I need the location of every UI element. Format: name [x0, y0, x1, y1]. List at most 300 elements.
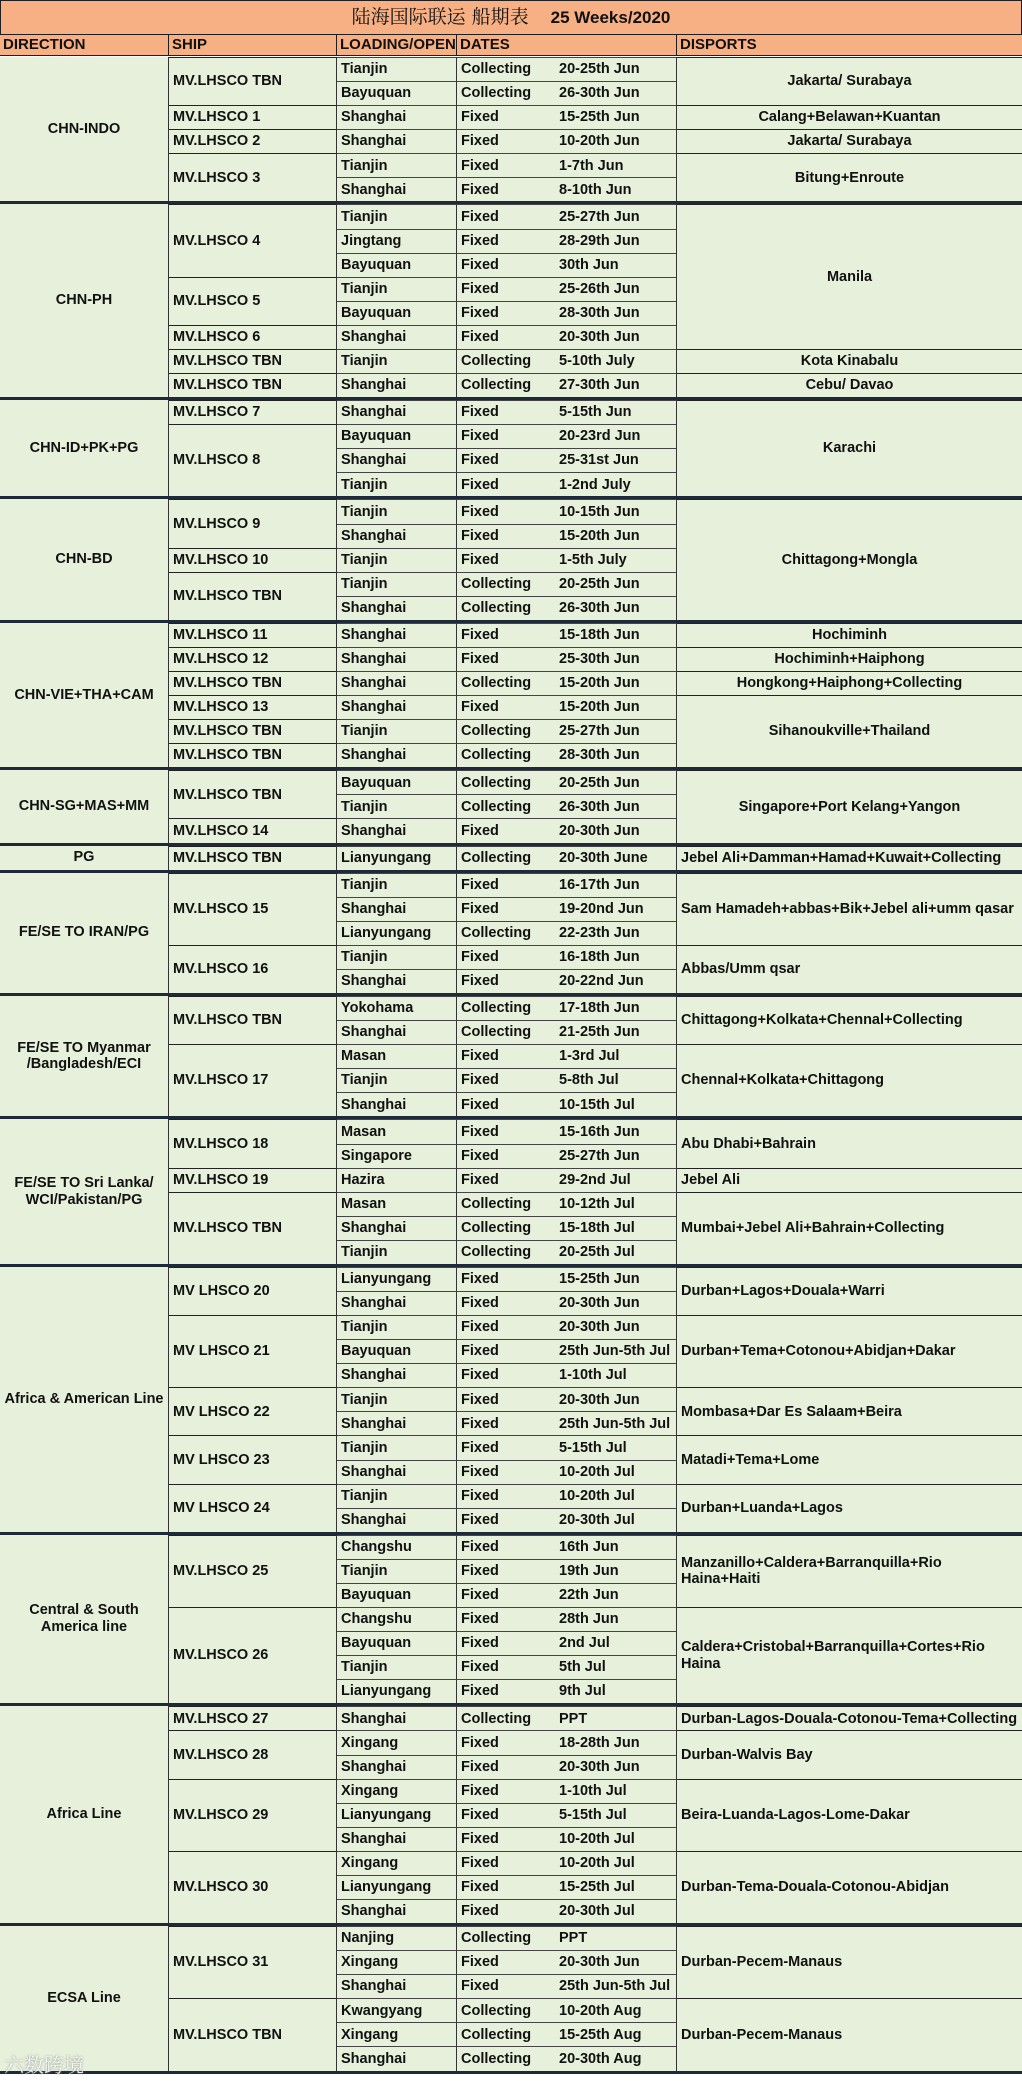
status-cell: Collecting: [457, 770, 559, 794]
status-cell: Fixed: [457, 695, 559, 719]
status-cell: Fixed: [457, 301, 559, 325]
loading-port-cell: Changshu: [337, 1607, 457, 1631]
date-cell: 5-15th Jul: [559, 1803, 677, 1827]
date-cell: 20-30th Jun: [559, 1315, 677, 1339]
date-cell: 20-30th Jun: [559, 325, 677, 349]
date-cell: 26-30th Jun: [559, 596, 677, 620]
loading-port-cell: Tianjin: [337, 1240, 457, 1264]
status-cell: Fixed: [457, 1044, 559, 1068]
date-cell: 26-30th Jun: [559, 81, 677, 105]
loading-port-cell: Tianjin: [337, 153, 457, 177]
disports-cell: Durban-Pecem-Manaus: [677, 1926, 1022, 1998]
disports-cell: Mombasa+Dar Es Salaam+Beira: [677, 1387, 1022, 1435]
loading-port-cell: Shanghai: [337, 596, 457, 620]
loading-port-cell: Shanghai: [337, 743, 457, 767]
status-cell: Fixed: [457, 424, 559, 448]
status-cell: Collecting: [457, 81, 559, 105]
date-cell: 5-15th Jun: [559, 400, 677, 424]
loading-port-cell: Tianjin: [337, 1315, 457, 1339]
loading-port-cell: Tianjin: [337, 499, 457, 523]
date-cell: 20-25th Jun: [559, 770, 677, 794]
date-cell: 20-30th Jul: [559, 1508, 677, 1532]
date-cell: 25th Jun-5th Jul: [559, 1411, 677, 1435]
date-cell: 15-25th Jun: [559, 105, 677, 129]
status-cell: Fixed: [457, 1655, 559, 1679]
direction-cell: CHN-SG+MAS+MM: [0, 770, 169, 842]
ship-cell: MV.LHSCO TBN: [169, 671, 337, 695]
loading-port-cell: Singapore: [337, 1144, 457, 1168]
ship-cell: MV.LHSCO 28: [169, 1730, 337, 1778]
ship-cell: MV.LHSCO 18: [169, 1119, 337, 1167]
date-cell: 1-7th Jun: [559, 153, 677, 177]
status-cell: Fixed: [457, 472, 559, 496]
ship-cell: MV.LHSCO 31: [169, 1926, 337, 1998]
ship-cell: MV.LHSCO 11: [169, 623, 337, 647]
date-cell: 15-18th Jun: [559, 623, 677, 647]
direction-cell: FE/SE TO IRAN/PG: [0, 873, 169, 993]
status-cell: Fixed: [457, 1875, 559, 1899]
date-cell: 1-3rd Jul: [559, 1044, 677, 1068]
loading-port-cell: Tianjin: [337, 1387, 457, 1411]
status-cell: Fixed: [457, 623, 559, 647]
disports-cell: Durban+Tema+Cotonou+Abidjan+Dakar: [677, 1315, 1022, 1387]
status-cell: Fixed: [457, 1339, 559, 1363]
date-cell: 5-8th Jul: [559, 1068, 677, 1092]
status-cell: Fixed: [457, 1435, 559, 1459]
loading-port-cell: Shanghai: [337, 1460, 457, 1484]
loading-port-cell: Masan: [337, 1119, 457, 1143]
status-cell: Fixed: [457, 1460, 559, 1484]
loading-port-cell: Shanghai: [337, 105, 457, 129]
status-cell: Fixed: [457, 1730, 559, 1754]
loading-port-cell: Shanghai: [337, 1020, 457, 1044]
date-cell: 20-22nd Jun: [559, 969, 677, 993]
direction-cell: ECSA Line: [0, 1926, 169, 2070]
loading-port-cell: Bayuquan: [337, 424, 457, 448]
title-weeks: 25 Weeks/2020: [550, 7, 671, 27]
status-cell: Fixed: [457, 229, 559, 253]
loading-port-cell: Tianjin: [337, 277, 457, 301]
status-cell: Fixed: [457, 1508, 559, 1532]
loading-port-cell: Tianjin: [337, 1068, 457, 1092]
loading-port-cell: Shanghai: [337, 2046, 457, 2070]
date-cell: 16th Jun: [559, 1535, 677, 1559]
date-cell: 19th Jun: [559, 1559, 677, 1583]
status-cell: Fixed: [457, 1899, 559, 1923]
date-cell: 5-10th July: [559, 349, 677, 373]
status-cell: Fixed: [457, 1092, 559, 1116]
date-cell: 20-30th Jun: [559, 818, 677, 842]
date-cell: 15-20th Jun: [559, 671, 677, 695]
loading-port-cell: Shanghai: [337, 177, 457, 201]
loading-port-cell: Nanjing: [337, 1926, 457, 1950]
date-cell: 17-18th Jun: [559, 996, 677, 1020]
ship-cell: MV.LHSCO 9: [169, 499, 337, 547]
disports-cell: Beira-Luanda-Lagos-Lome-Dakar: [677, 1779, 1022, 1851]
date-cell: 10-20th Jul: [559, 1484, 677, 1508]
header-disports: DISPORTS: [677, 35, 1022, 56]
loading-port-cell: Lianyungang: [337, 846, 457, 870]
disports-cell: Hochiminh+Haiphong: [677, 647, 1022, 671]
date-cell: 2nd Jul: [559, 1631, 677, 1655]
date-cell: 26-30th Jun: [559, 794, 677, 818]
date-cell: 21-25th Jun: [559, 1020, 677, 1044]
title-bar: [0, 0, 1022, 35]
date-cell: 8-10th Jun: [559, 177, 677, 201]
status-cell: Fixed: [457, 1631, 559, 1655]
loading-port-cell: Tianjin: [337, 548, 457, 572]
status-cell: Fixed: [457, 1950, 559, 1974]
ship-cell: MV.LHSCO 16: [169, 945, 337, 993]
loading-port-cell: Shanghai: [337, 1216, 457, 1240]
loading-port-cell: Shanghai: [337, 373, 457, 397]
date-cell: 29-2nd Jul: [559, 1168, 677, 1192]
ship-cell: MV.LHSCO TBN: [169, 349, 337, 373]
date-cell: 20-30th Jun: [559, 1950, 677, 1974]
status-cell: Collecting: [457, 57, 559, 81]
date-cell: 25-31st Jun: [559, 448, 677, 472]
disports-cell: Sihanoukville+Thailand: [677, 695, 1022, 767]
date-cell: 15-20th Jun: [559, 695, 677, 719]
date-cell: 10-15th Jun: [559, 499, 677, 523]
date-cell: 15-25th Jul: [559, 1875, 677, 1899]
ship-cell: MV.LHSCO 12: [169, 647, 337, 671]
status-cell: Collecting: [457, 572, 559, 596]
status-cell: Fixed: [457, 647, 559, 671]
status-cell: Fixed: [457, 969, 559, 993]
header-direction: DIRECTION: [0, 35, 169, 56]
ship-cell: MV.LHSCO TBN: [169, 57, 337, 105]
loading-port-cell: Lianyungang: [337, 1803, 457, 1827]
ship-cell: MV.LHSCO 30: [169, 1851, 337, 1923]
loading-port-cell: Bayuquan: [337, 1583, 457, 1607]
loading-port-cell: Shanghai: [337, 647, 457, 671]
date-cell: 28-30th Jun: [559, 301, 677, 325]
date-cell: 25-27th Jun: [559, 1144, 677, 1168]
date-cell: 25th Jun-5th Jul: [559, 1339, 677, 1363]
status-cell: Collecting: [457, 719, 559, 743]
status-cell: Collecting: [457, 1020, 559, 1044]
status-cell: Fixed: [457, 1607, 559, 1631]
loading-port-cell: Shanghai: [337, 1974, 457, 1998]
disports-cell: Bitung+Enroute: [677, 153, 1022, 201]
status-cell: Fixed: [457, 524, 559, 548]
status-cell: Fixed: [457, 448, 559, 472]
date-cell: 20-30th Jul: [559, 1899, 677, 1923]
loading-port-cell: Bayuquan: [337, 253, 457, 277]
ship-cell: MV LHSCO 21: [169, 1315, 337, 1387]
ship-cell: MV.LHSCO 10: [169, 548, 337, 572]
ship-cell: MV LHSCO 23: [169, 1435, 337, 1483]
loading-port-cell: Tianjin: [337, 873, 457, 897]
header-ship: SHIP: [169, 35, 337, 56]
loading-port-cell: Bayuquan: [337, 81, 457, 105]
disports-cell: Durban+Luanda+Lagos: [677, 1484, 1022, 1532]
date-cell: 15-16th Jun: [559, 1119, 677, 1143]
date-cell: 20-25th Jul: [559, 1240, 677, 1264]
status-cell: Fixed: [457, 1119, 559, 1143]
date-cell: 16-17th Jun: [559, 873, 677, 897]
ship-cell: MV.LHSCO 2: [169, 129, 337, 153]
direction-cell: FE/SE TO Myanmar /Bangladesh/ECI: [0, 996, 169, 1116]
direction-cell: Central & South America line: [0, 1535, 169, 1704]
title-cn: 陆海国际联运 船期表: [351, 5, 529, 28]
loading-port-cell: Bayuquan: [337, 301, 457, 325]
date-cell: 20-30th Jun: [559, 1387, 677, 1411]
disports-cell: Chittagong+Kolkata+Chennal+Collecting: [677, 996, 1022, 1044]
loading-port-cell: Yokohama: [337, 996, 457, 1020]
disports-cell: Singapore+Port Kelang+Yangon: [677, 770, 1022, 842]
status-cell: Collecting: [457, 743, 559, 767]
status-cell: Fixed: [457, 105, 559, 129]
date-cell: 25-27th Jun: [559, 204, 677, 228]
date-cell: 16-18th Jun: [559, 945, 677, 969]
disports-cell: Sam Hamadeh+abbas+Bik+Jebel ali+umm qasar: [677, 873, 1022, 945]
loading-port-cell: Shanghai: [337, 897, 457, 921]
status-cell: Collecting: [457, 2046, 559, 2070]
ship-cell: MV.LHSCO TBN: [169, 572, 337, 620]
date-cell: 20-23rd Jun: [559, 424, 677, 448]
date-cell: 1-2nd July: [559, 472, 677, 496]
status-cell: Fixed: [457, 1827, 559, 1851]
status-cell: Fixed: [457, 1679, 559, 1703]
status-cell: Collecting: [457, 1706, 559, 1730]
ship-cell: MV.LHSCO 5: [169, 277, 337, 325]
date-cell: 10-15th Jul: [559, 1092, 677, 1116]
date-cell: 10-12th Jul: [559, 1192, 677, 1216]
date-cell: 15-25th Jun: [559, 1267, 677, 1291]
loading-port-cell: Lianyungang: [337, 921, 457, 945]
status-cell: Collecting: [457, 1926, 559, 1950]
loading-port-cell: Shanghai: [337, 695, 457, 719]
ship-cell: MV.LHSCO 15: [169, 873, 337, 945]
date-cell: 22-23th Jun: [559, 921, 677, 945]
loading-port-cell: Tianjin: [337, 1435, 457, 1459]
loading-port-cell: Shanghai: [337, 1291, 457, 1315]
status-cell: Collecting: [457, 596, 559, 620]
ship-cell: MV.LHSCO 1: [169, 105, 337, 129]
date-cell: 20-25th Jun: [559, 57, 677, 81]
loading-port-cell: Shanghai: [337, 400, 457, 424]
loading-port-cell: Tianjin: [337, 349, 457, 373]
ship-cell: MV.LHSCO 26: [169, 1607, 337, 1703]
disports-cell: Hongkong+Haiphong+Collecting: [677, 671, 1022, 695]
ship-cell: MV.LHSCO 27: [169, 1706, 337, 1730]
loading-port-cell: Tianjin: [337, 1484, 457, 1508]
status-cell: Collecting: [457, 1240, 559, 1264]
status-cell: Fixed: [457, 1267, 559, 1291]
date-cell: 19-20nd Jun: [559, 897, 677, 921]
disports-cell: Chittagong+Mongla: [677, 499, 1022, 619]
disports-cell: Durban-Pecem-Manaus: [677, 1998, 1022, 2070]
loading-port-cell: Masan: [337, 1044, 457, 1068]
ship-cell: MV LHSCO 24: [169, 1484, 337, 1532]
date-cell: PPT: [559, 1706, 677, 1730]
status-cell: Fixed: [457, 945, 559, 969]
loading-port-cell: Lianyungang: [337, 1875, 457, 1899]
disports-cell: Durban+Lagos+Douala+Warri: [677, 1267, 1022, 1315]
date-cell: 25-27th Jun: [559, 719, 677, 743]
status-cell: Fixed: [457, 325, 559, 349]
loading-port-cell: Shanghai: [337, 1411, 457, 1435]
loading-port-cell: Masan: [337, 1192, 457, 1216]
section-separator: [0, 2071, 1022, 2074]
disports-cell: Karachi: [677, 400, 1022, 496]
disports-cell: Hochiminh: [677, 623, 1022, 647]
loading-port-cell: Shanghai: [337, 1508, 457, 1532]
status-cell: Fixed: [457, 129, 559, 153]
status-cell: Fixed: [457, 1851, 559, 1875]
status-cell: Fixed: [457, 400, 559, 424]
status-cell: Fixed: [457, 1411, 559, 1435]
loading-port-cell: Shanghai: [337, 129, 457, 153]
date-cell: 28-29th Jun: [559, 229, 677, 253]
status-cell: Fixed: [457, 1387, 559, 1411]
date-cell: 20-30th Jun: [559, 1291, 677, 1315]
ship-cell: MV.LHSCO 17: [169, 1044, 337, 1116]
loading-port-cell: Hazira: [337, 1168, 457, 1192]
status-cell: Collecting: [457, 794, 559, 818]
date-cell: 25th Jun-5th Jul: [559, 1974, 677, 1998]
loading-port-cell: Tianjin: [337, 794, 457, 818]
date-cell: 15-25th Aug: [559, 2022, 677, 2046]
status-cell: Fixed: [457, 1484, 559, 1508]
loading-port-cell: Tianjin: [337, 1655, 457, 1679]
date-cell: 15-20th Jun: [559, 524, 677, 548]
date-cell: 30th Jun: [559, 253, 677, 277]
status-cell: Fixed: [457, 1315, 559, 1339]
disports-cell: Jebel Ali+Damman+Hamad+Kuwait+Collecting: [677, 846, 1022, 870]
ship-cell: MV.LHSCO TBN: [169, 1192, 337, 1264]
ship-cell: MV.LHSCO 19: [169, 1168, 337, 1192]
loading-port-cell: Shanghai: [337, 1363, 457, 1387]
loading-port-cell: Shanghai: [337, 671, 457, 695]
loading-port-cell: Tianjin: [337, 57, 457, 81]
ship-cell: MV.LHSCO 13: [169, 695, 337, 719]
status-cell: Collecting: [457, 671, 559, 695]
disports-cell: Manzanillo+Caldera+Barranquilla+Rio Haina+Haiti: [677, 1535, 1022, 1607]
header-loading: LOADING/OPEN: [337, 35, 457, 56]
ship-cell: MV.LHSCO TBN: [169, 1998, 337, 2070]
disports-cell: Chennal+Kolkata+Chittagong: [677, 1044, 1022, 1116]
status-cell: Collecting: [457, 1998, 559, 2022]
disports-cell: Durban-Tema-Douala-Cotonou-Abidjan: [677, 1851, 1022, 1923]
loading-port-cell: Shanghai: [337, 1755, 457, 1779]
disports-cell: Abu Dhabi+Bahrain: [677, 1119, 1022, 1167]
date-cell: PPT: [559, 1926, 677, 1950]
ship-cell: MV.LHSCO TBN: [169, 743, 337, 767]
loading-port-cell: Tianjin: [337, 945, 457, 969]
status-cell: Fixed: [457, 153, 559, 177]
loading-port-cell: Xingang: [337, 1950, 457, 1974]
status-cell: Fixed: [457, 1779, 559, 1803]
direction-cell: PG: [0, 846, 169, 870]
direction-cell: Africa Line: [0, 1706, 169, 1923]
status-cell: Collecting: [457, 1192, 559, 1216]
disports-cell: Caldera+Cristobal+Barranquilla+Cortes+Rio Haina: [677, 1607, 1022, 1703]
status-cell: Fixed: [457, 1559, 559, 1583]
ship-cell: MV.LHSCO 25: [169, 1535, 337, 1607]
loading-port-cell: Xingang: [337, 1730, 457, 1754]
direction-cell: CHN-INDO: [0, 57, 169, 201]
direction-cell: CHN-PH: [0, 204, 169, 397]
ship-cell: MV.LHSCO 7: [169, 400, 337, 424]
status-cell: Fixed: [457, 253, 559, 277]
watermark: 六数跨境: [4, 2053, 84, 2077]
date-cell: 10-20th Aug: [559, 1998, 677, 2022]
disports-cell: Cebu/ Davao: [677, 373, 1022, 397]
loading-port-cell: Tianjin: [337, 1559, 457, 1583]
status-cell: Fixed: [457, 499, 559, 523]
ship-cell: MV.LHSCO 4: [169, 204, 337, 276]
date-cell: 10-20th Jul: [559, 1460, 677, 1484]
loading-port-cell: Bayuquan: [337, 1339, 457, 1363]
ship-cell: MV.LHSCO 29: [169, 1779, 337, 1851]
status-cell: Fixed: [457, 818, 559, 842]
date-cell: 1-5th July: [559, 548, 677, 572]
direction-cell: CHN-VIE+THA+CAM: [0, 623, 169, 767]
loading-port-cell: Kwangyang: [337, 1998, 457, 2022]
status-cell: Fixed: [457, 1363, 559, 1387]
date-cell: 28th Jun: [559, 1607, 677, 1631]
loading-port-cell: Shanghai: [337, 1706, 457, 1730]
loading-port-cell: Shanghai: [337, 1092, 457, 1116]
status-cell: Fixed: [457, 548, 559, 572]
header-dates: DATES: [457, 35, 677, 56]
ship-cell: MV LHSCO 20: [169, 1267, 337, 1315]
disports-cell: Jakarta/ Surabaya: [677, 129, 1022, 153]
status-cell: Fixed: [457, 1168, 559, 1192]
loading-port-cell: Xingang: [337, 1851, 457, 1875]
loading-port-cell: Shanghai: [337, 448, 457, 472]
status-cell: Fixed: [457, 204, 559, 228]
loading-port-cell: Shanghai: [337, 623, 457, 647]
status-cell: Fixed: [457, 873, 559, 897]
date-cell: 10-20th Jul: [559, 1851, 677, 1875]
date-cell: 10-20th Jul: [559, 1827, 677, 1851]
date-cell: 20-30th Aug: [559, 2046, 677, 2070]
status-cell: Fixed: [457, 1068, 559, 1092]
status-cell: Fixed: [457, 1974, 559, 1998]
status-cell: Collecting: [457, 349, 559, 373]
direction-cell: CHN-ID+PK+PG: [0, 400, 169, 496]
status-cell: Collecting: [457, 1216, 559, 1240]
date-cell: 27-30th Jun: [559, 373, 677, 397]
ship-cell: MV.LHSCO 3: [169, 153, 337, 201]
status-cell: Collecting: [457, 373, 559, 397]
date-cell: 20-25th Jun: [559, 572, 677, 596]
ship-cell: MV.LHSCO TBN: [169, 373, 337, 397]
ship-cell: MV.LHSCO TBN: [169, 770, 337, 818]
date-cell: 20-30th Jun: [559, 1755, 677, 1779]
loading-port-cell: Shanghai: [337, 818, 457, 842]
loading-port-cell: Xingang: [337, 1779, 457, 1803]
loading-port-cell: Shanghai: [337, 969, 457, 993]
ship-cell: MV.LHSCO 14: [169, 818, 337, 842]
status-cell: Collecting: [457, 2022, 559, 2046]
status-cell: Fixed: [457, 1291, 559, 1315]
ship-cell: MV.LHSCO TBN: [169, 846, 337, 870]
disports-cell: Durban-Lagos-Douala-Cotonou-Tema+Collecting: [677, 1706, 1022, 1730]
date-cell: 28-30th Jun: [559, 743, 677, 767]
status-cell: Collecting: [457, 921, 559, 945]
loading-port-cell: Bayuquan: [337, 1631, 457, 1655]
date-cell: 20-30th June: [559, 846, 677, 870]
ship-cell: MV.LHSCO TBN: [169, 996, 337, 1044]
ship-cell: MV.LHSCO 6: [169, 325, 337, 349]
loading-port-cell: Changshu: [337, 1535, 457, 1559]
loading-port-cell: Shanghai: [337, 325, 457, 349]
